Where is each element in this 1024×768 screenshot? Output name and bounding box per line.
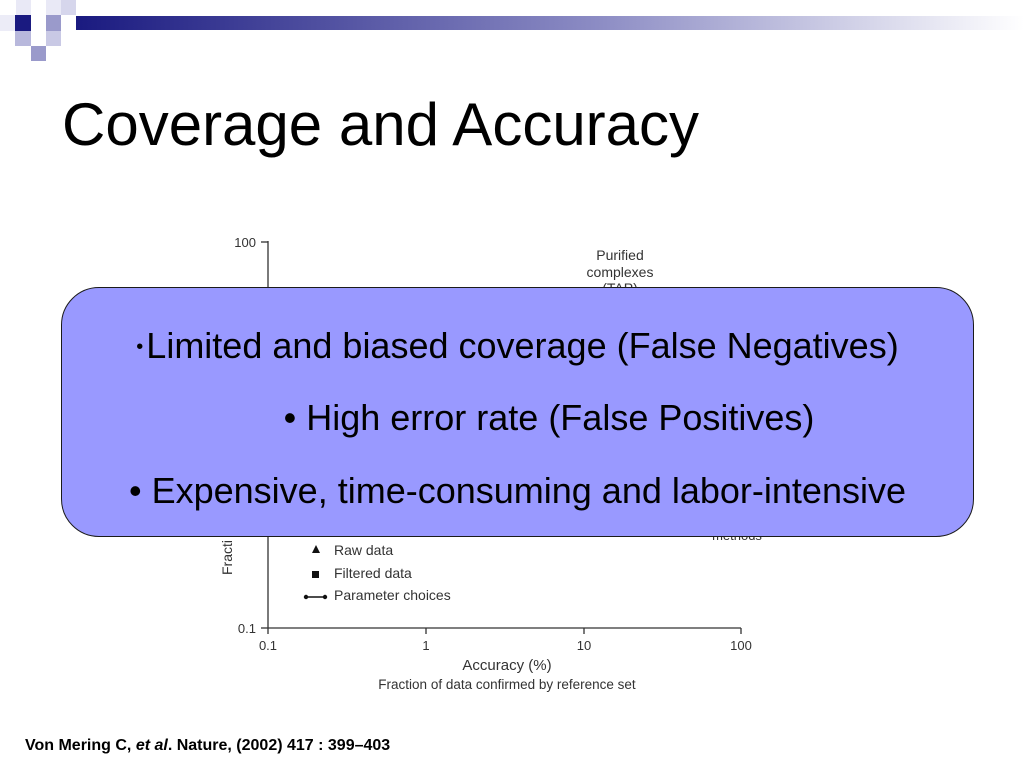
x-axis-label: Accuracy (%) bbox=[462, 657, 552, 674]
bullet-dot-icon: • bbox=[283, 397, 297, 438]
x-tick-label-0.1: 0.1 bbox=[258, 638, 278, 653]
bullet-text: Expensive, time-consuming and labor-intensive bbox=[151, 470, 906, 511]
legend-parameter-choices-dot-left bbox=[304, 595, 308, 599]
legend-parameter-choices-dot-right bbox=[323, 595, 327, 599]
legend-raw-data-label: Raw data bbox=[334, 542, 394, 558]
y-tick-label-100: 100 bbox=[234, 235, 256, 250]
legend-raw-data-marker bbox=[312, 545, 320, 553]
citation-author: Von Mering C, bbox=[25, 737, 136, 754]
legend-filtered-data-marker bbox=[312, 571, 319, 578]
bullet-text: High error rate (False Positives) bbox=[306, 397, 815, 438]
bullet-item bbox=[62, 325, 973, 367]
slide-title: Coverage and Accuracy bbox=[62, 91, 700, 158]
citation-journal: . Nature, (2002) 417 : 399–403 bbox=[167, 737, 391, 754]
x-axis-sublabel: Fraction of data confirmed by reference set bbox=[378, 677, 636, 692]
y-axis-label: Fracti bbox=[219, 540, 235, 575]
bullet-dot-icon: • bbox=[128, 470, 142, 511]
bullet-dot-icon: • bbox=[136, 336, 144, 358]
annotation-purified-line1: Purified bbox=[596, 247, 644, 263]
bullet-callout-box bbox=[61, 287, 974, 537]
citation bbox=[25, 737, 390, 755]
x-tick-label-10: 10 bbox=[576, 638, 592, 653]
legend-filtered-data-label: Filtered data bbox=[334, 565, 412, 581]
x-tick-label-100: 100 bbox=[730, 638, 752, 653]
citation-etal: et al bbox=[135, 737, 168, 754]
x-tick-label-1: 1 bbox=[422, 638, 430, 653]
bullet-item bbox=[62, 470, 973, 512]
annotation-purified-line2: complexes bbox=[586, 264, 654, 280]
bullet-item bbox=[62, 397, 973, 439]
bullet-text: Limited and biased coverage (False Negatives) bbox=[146, 325, 899, 366]
legend-parameter-choices-label: Parameter choices bbox=[334, 587, 451, 603]
y-tick-label-0.1: 0.1 bbox=[237, 621, 256, 636]
